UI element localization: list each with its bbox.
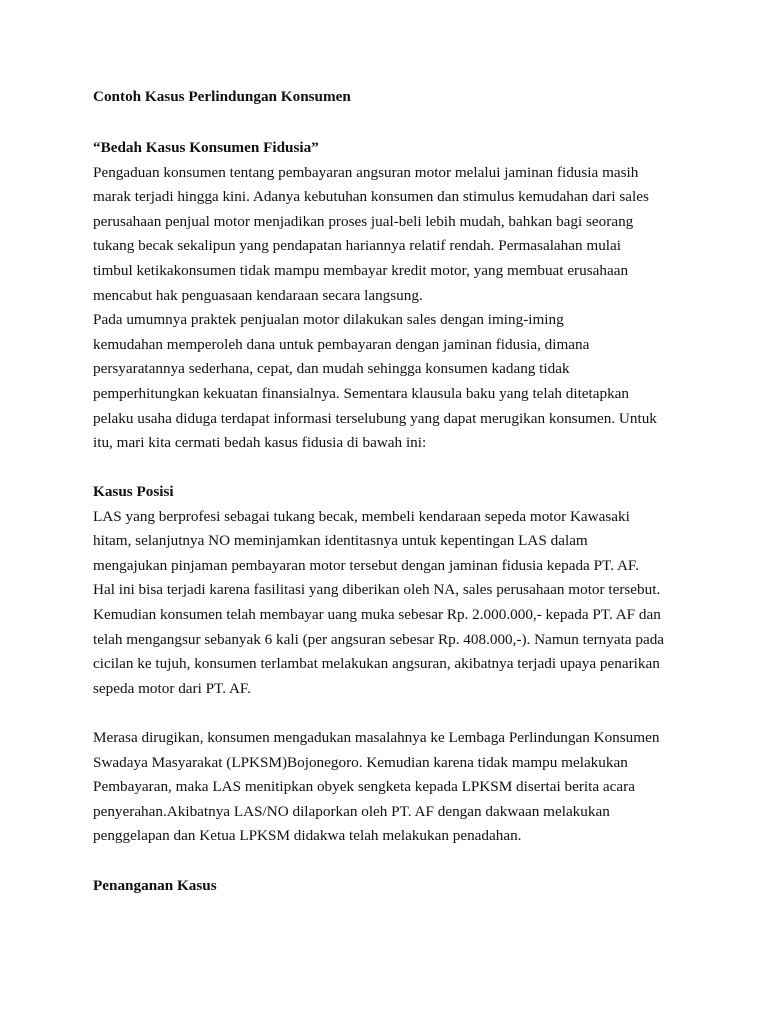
section-heading-penanganan-kasus: Penanganan Kasus xyxy=(93,876,217,894)
text-line: pemperhitungkan kekuatan finansialnya. Sementara klausula baku yang telah ditetapkan xyxy=(93,384,630,402)
kasus-posisi-section xyxy=(93,480,733,898)
text-line: pelaku usaha diduga terdapat informasi terselubung yang dapat merugikan konsumen. Untuk xyxy=(93,409,657,427)
text-line: sepeda motor dari PT. AF. xyxy=(93,679,251,697)
text-line: marak terjadi hingga kini. Adanya kebutuhan konsumen dan stimulus kemudahan dari sales xyxy=(93,188,649,206)
text-line: itu, mari kita cermati bedah kasus fidusia di bawah ini: xyxy=(93,434,427,452)
text-line: Merasa dirugikan, konsumen mengadukan masalahnya ke Lembaga Perlindungan Konsumen xyxy=(93,728,660,746)
kasus-posisi-paragraph xyxy=(93,505,733,702)
document-title: Contoh Kasus Perlindungan Konsumen xyxy=(93,88,351,105)
text-line: hitam, selanjutnya NO meminjamkan identitasnya untuk kepentingan LAS dalam xyxy=(93,532,588,550)
text-line: Pembayaran, maka LAS menitipkan obyek sengketa kepada LPKSM disertai berita acara xyxy=(93,778,635,796)
text-line: LAS yang berprofesi sebagai tukang becak, membeli kendaraan sepeda motor Kawasaki xyxy=(93,507,630,525)
text-line: tukang becak sekalipun yang pendapatan hariannya relatif rendah. Permasalahan mulai xyxy=(93,237,621,255)
text-line: mengajukan pinjaman pembayaran motor tersebut dengan jaminan fidusia kepada PT. AF. xyxy=(93,556,639,574)
text-line: penggelapan dan Ketua LPKSM didakwa telah melakukan penadahan. xyxy=(93,827,522,845)
text-line: mencabut hak penguasaan kendaraan secara langsung. xyxy=(93,286,423,304)
subtitle: “Bedah Kasus Konsumen Fidusia” xyxy=(93,139,319,156)
text-line: timbul ketikakonsumen tidak mampu membayar kredit motor, yang membuat erusahaan xyxy=(93,261,629,279)
text-line: telah mengangsur sebanyak 6 kali (per angsuran sebesar Rp. 408.000,-). Namun ternyata pada xyxy=(93,630,665,648)
text-line: Kemudian konsumen telah membayar uang muka sebesar Rp. 2.000.000,- kepada PT. AF dan xyxy=(93,605,661,623)
text-line: penyerahan.Akibatnya LAS/NO dilaporkan oleh PT. AF dengan dakwaan melakukan xyxy=(93,802,610,820)
intro-paragraph xyxy=(93,161,733,456)
text-line: persyaratannya sederhana, cepat, dan mudah sehingga konsumen kadang tidak xyxy=(93,360,570,378)
text-line: kemudahan memperoleh dana untuk pembayaran dengan jaminan fidusia, dimana xyxy=(93,335,590,353)
text-line: Pengaduan konsumen tentang pembayaran angsuran motor melalui jaminan fidusia masih xyxy=(93,163,639,181)
text-line: Swadaya Masyarakat (LPKSM)Bojonegoro. Kemudian karena tidak mampu melakukan xyxy=(93,753,628,771)
text-line: Hal ini bisa terjadi karena fasilitasi yang diberikan oleh NA, sales perusahaan motor tersebut. xyxy=(93,581,661,599)
intro-section xyxy=(93,136,733,456)
section-heading-kasus-posisi: Kasus Posisi xyxy=(93,483,174,500)
text-line: cicilan ke tujuh, konsumen terlambat melakukan angsuran, akibatnya terjadi upaya penarikan xyxy=(93,655,660,673)
text-line: Pada umumnya praktek penjualan motor dilakukan sales dengan iming-iming xyxy=(93,311,564,329)
document-title-block xyxy=(93,85,733,110)
text-line: perusahaan penjual motor menjadikan proses jual-beli lebih mudah, bahkan bagi seorang xyxy=(93,212,634,230)
pengaduan-paragraph xyxy=(93,726,733,849)
